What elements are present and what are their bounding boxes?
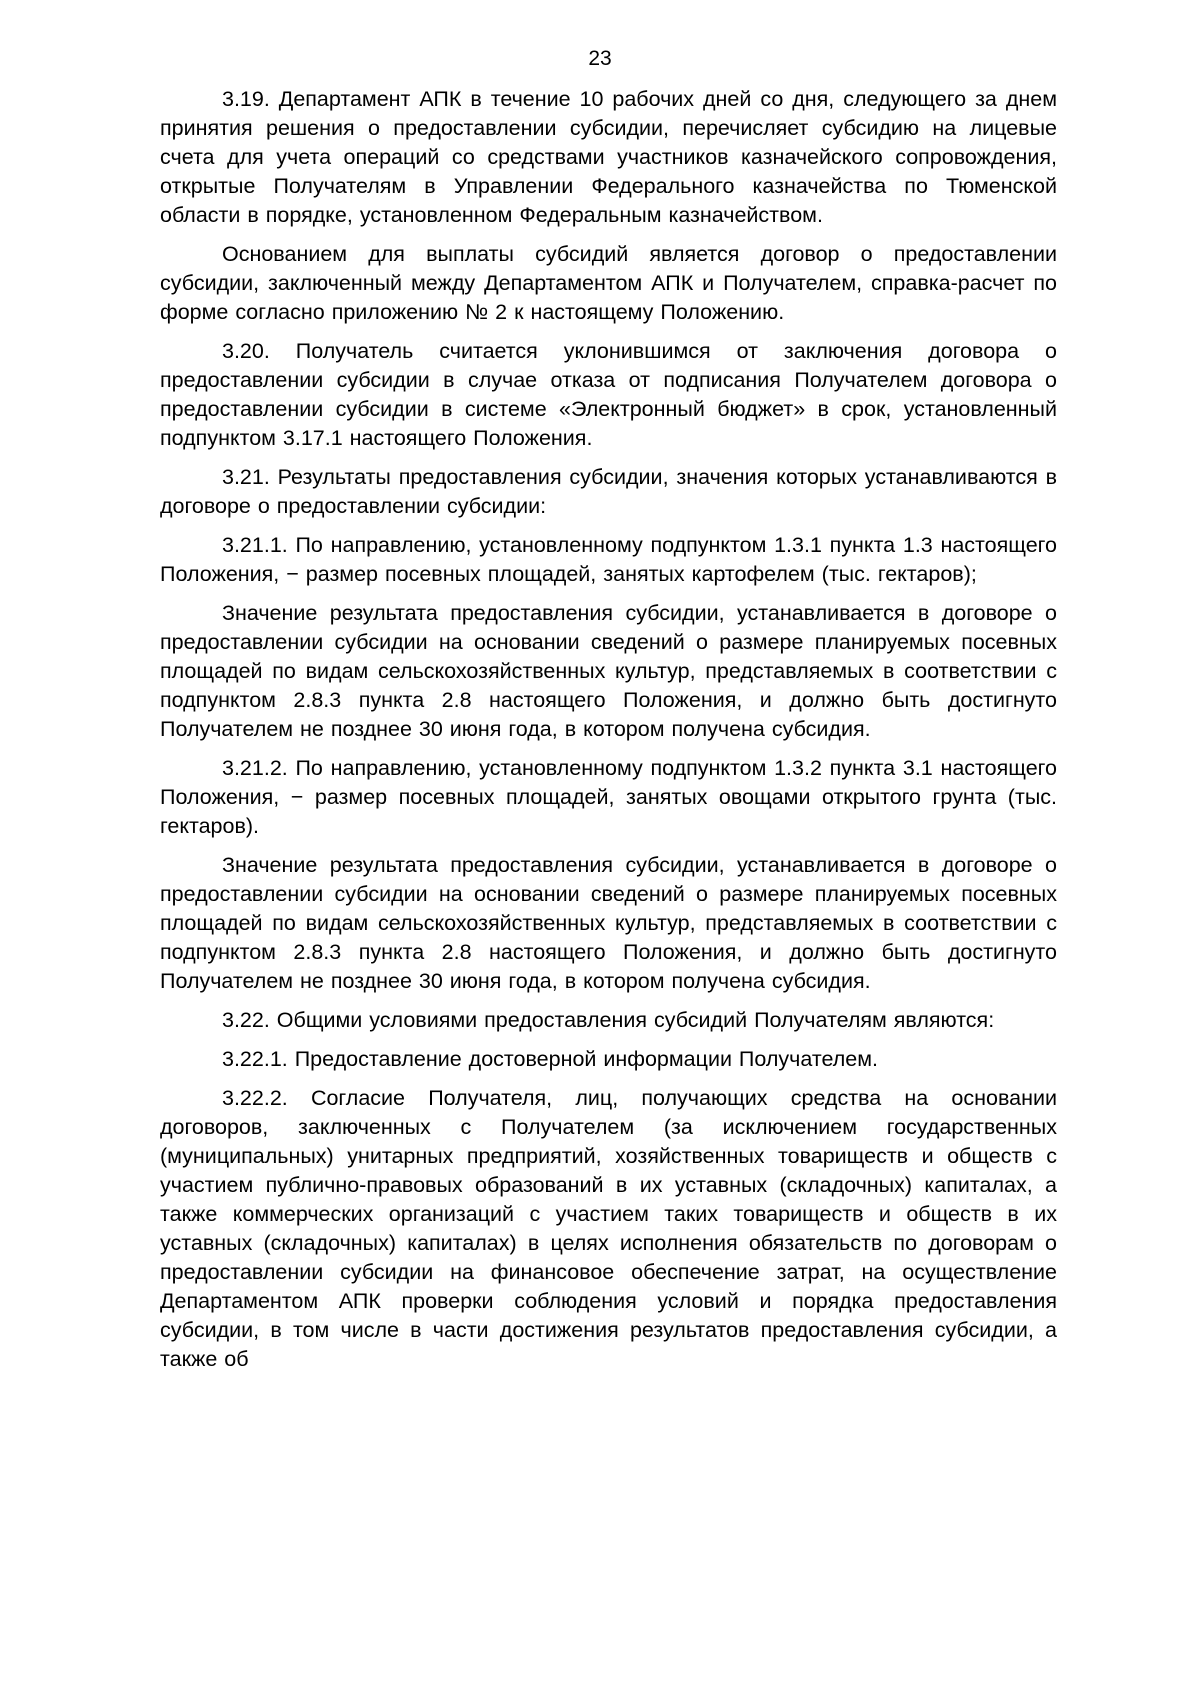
document-body (160, 85, 1057, 1374)
paragraph-3-21-1-value: Значение результата предоставления субсидии, устанавливается в договоре о предоставлении субсидии на основании сведений о размере планируемых посевных площадей по видам сельскохозяйственных культур, представляемых в соответствии с подпунктом 2.8.3 пункта 2.8 настоящего Положения, и должно быть достигнуто Получателем не позднее 30 июня года, в котором получена субсидия. (160, 601, 1057, 741)
paragraph-3-22-1: 3.22.1. Предоставление достоверной информации Получателем. (222, 1047, 878, 1071)
paragraph-3-20: 3.20. Получатель считается уклонившимся от заключения договора о предоставлении субсидии в случае отказа от подписания Получателем договора о предоставлении субсидии в системе «Электронный бюджет» в срок, установленный подпунктом 3.17.1 настоящего Положения. (160, 339, 1057, 450)
paragraph-3-22: 3.22. Общими условиями предоставления субсидий Получателям являются: (222, 1008, 995, 1032)
paragraph-3-19-basis: Основанием для выплаты субсидий является договор о предоставлении субсидии, заключенный между Департаментом АПК и Получателем, справка-расчет по форме согласно приложению № 2 к настоящему Положению. (160, 242, 1057, 324)
paragraph-3-19: 3.19. Департамент АПК в течение 10 рабочих дней со дня, следующего за днем принятия решения о предоставлении субсидии, перечисляет субсидию на лицевые счета для учета операций со средствами участников казначейского сопровождения, открытые Получателям в Управлении Федерального казначейства по Тюменской области в порядке, установленном Федеральным казначейством. (160, 87, 1057, 227)
paragraph-3-21-1: 3.21.1. По направлению, установленному подпунктом 1.3.1 пункта 1.3 настоящего Положения, − размер посевных площадей, занятых картофелем (тыс. гектаров); (160, 533, 1057, 586)
page-number: 23 (588, 47, 612, 70)
paragraph-3-21-2: 3.21.2. По направлению, установленному подпунктом 1.3.2 пункта 3.1 настоящего Положения, − размер посевных площадей, занятых овощами открытого грунта (тыс. гектаров). (160, 756, 1057, 838)
paragraph-3-22-2: 3.22.2. Согласие Получателя, лиц, получающих средства на основании договоров, заключенных с Получателем (за исключением государственных (муниципальных) унитарных предприятий, хозяйственных товариществ и обществ с участием публично-правовых образований в их уставных (складочных) капиталах, а также коммерческих организаций с участием таких товариществ и обществ в их уставных (складочных) капиталах) в целях исполнения обязательств по договорам о предоставлении субсидии на финансовое обеспечение затрат, на осуществление Департаментом АПК проверки соблюдения условий и порядка предоставления субсидии, в том числе в части достижения результатов предоставления субсидии, а также об (160, 1086, 1057, 1371)
paragraph-3-21-2-value: Значение результата предоставления субсидии, устанавливается в договоре о предоставлении субсидии на основании сведений о размере планируемых посевных площадей по видам сельскохозяйственных культур, представляемых в соответствии с подпунктом 2.8.3 пункта 2.8 настоящего Положения, и должно быть достигнуто Получателем не позднее 30 июня года, в котором получена субсидия. (160, 853, 1057, 993)
paragraph-3-21: 3.21. Результаты предоставления субсидии, значения которых устанавливаются в договоре о предоставлении субсидии: (160, 465, 1057, 518)
